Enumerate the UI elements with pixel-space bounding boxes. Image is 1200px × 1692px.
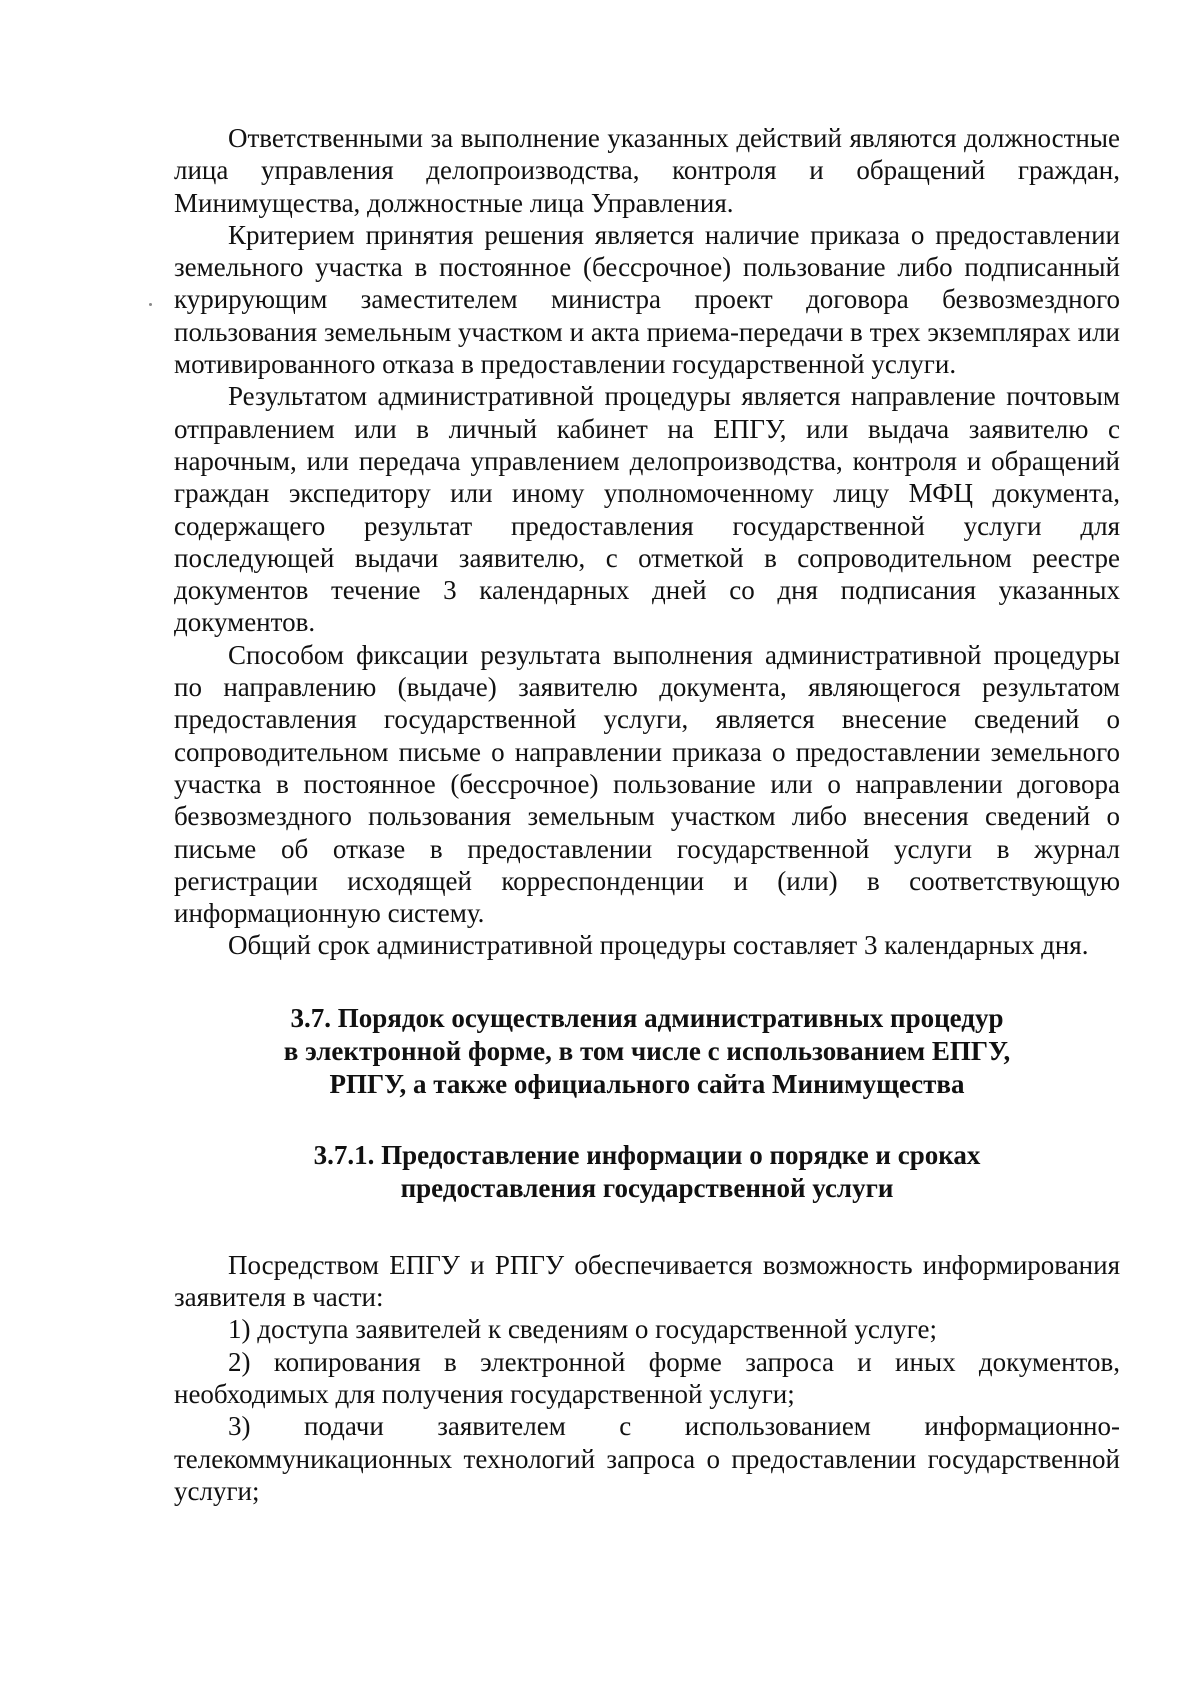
list-item-2: 2) копирования в электронной форме запроса и иных документов, необходимых для получения государственной услуги;: [174, 1346, 1120, 1409]
paragraph-responsible: Ответственными за выполнение указанных действий являются должностные лица управления делопроизводства, контроля и обращений граждан, Минимущества, должностные лица Управления.: [174, 123, 1120, 218]
paragraph-total-term-line1: [174, 929, 1120, 961]
list-item-3: 3) подачи заявителем с использованием информационно-телекоммуникационных технологий запроса о предоставлении государственной услуги;: [174, 1411, 1120, 1506]
paragraph-criterion: Критерием принятия решения является наличие приказа о предоставлении земельного участка в постоянное (бессрочное) пользование либо подписанный курирующим заместителем министра проект договора безвозмездного пользования земельным участком и акта приема-передачи в трех экземплярах или мотивированного отказа в предоставлении государственной услуги.: [174, 219, 1120, 380]
heading-3-7-1-line1: 3.7.1. Предоставление информации о порядке и сроках: [313, 1139, 981, 1170]
list-item-1: 1) доступа заявителей к сведениям о государственной услуге;: [228, 1314, 938, 1345]
paragraph-informing: Посредством ЕПГУ и РПГУ обеспечивается возможность информирования заявителя в части:: [174, 1249, 1120, 1313]
paragraph-fixation-method: Способом фиксации результата выполнения административной процедуры по направлению (выдаче) заявителю документа, являющегося результатом предоставления государственной услуги, является внесение сведений о сопроводительном письме о направлении приказа о предоставлении земельного участка в постоянное (бессрочное) пользование или о направлении договора безвозмездного пользования земельным участком либо внесения сведений о письме об отказе в предоставлении государственной услуги в журнал регистрации исходящей корреспонденции и (или) в соответствующую информационную систему.: [174, 639, 1120, 929]
document-body: [174, 122, 1120, 1507]
scan-speck: [149, 303, 152, 306]
heading-3-7-line3: РПГУ, а также официального сайта Минимущества: [329, 1068, 965, 1099]
heading-3-7-line2: в электронной форме, в том числе с использованием ЕПГУ,: [283, 1035, 1011, 1066]
total-term-text: Общий срок административной процедуры составляет 3 календарных дня.: [228, 930, 1089, 961]
heading-3-7-line1: 3.7. Порядок осуществления административных процедур: [290, 1002, 1004, 1033]
section-heading-3-7-1: [174, 1139, 1120, 1205]
section-heading-3-7: [174, 1002, 1120, 1101]
paragraph-result: Результатом административной процедуры является направление почтовым отправлением или в личный кабинет на ЕПГУ, или выдача заявителю с нарочным, или передача управлением делопроизводства, контроля и обращений граждан экспедитору или иному уполномоченному лицу МФЦ документа, содержащего результат предоставления государственной услуги для последующей выдачи заявителю, с отметкой в сопроводительном реестре документов течение 3 календарных дней со дня подписания указанных документов.: [174, 381, 1120, 638]
heading-3-7-1-line2: предоставления государственной услуги: [400, 1172, 894, 1203]
